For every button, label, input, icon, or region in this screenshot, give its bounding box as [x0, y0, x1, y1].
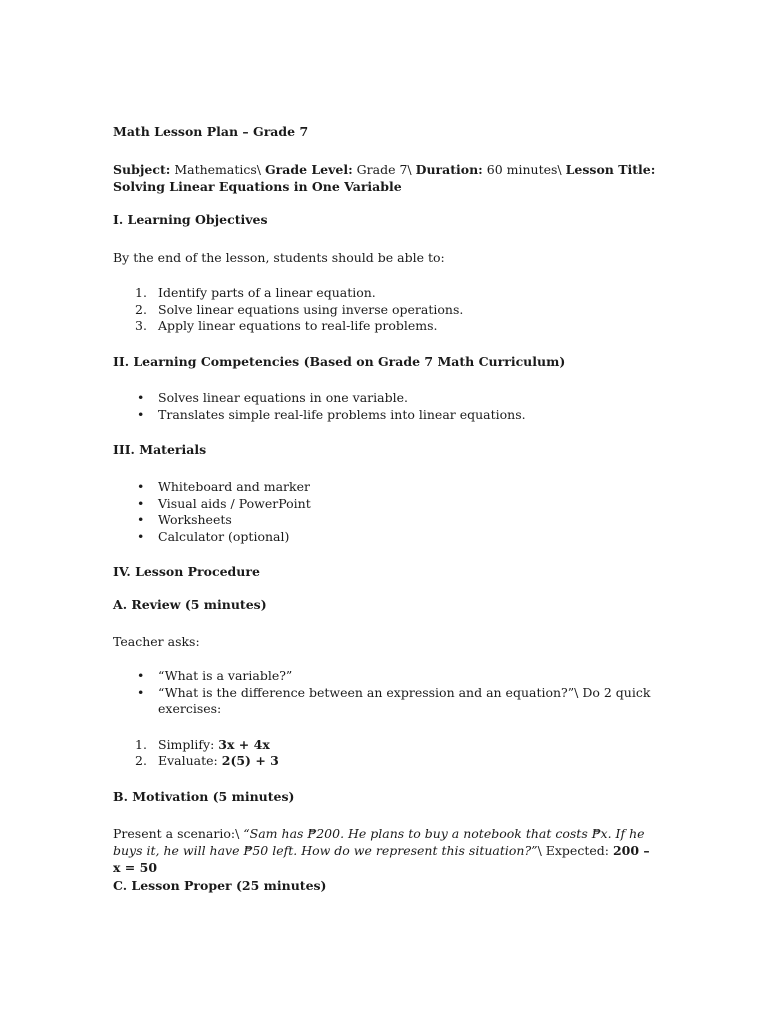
- material-text: Whiteboard and marker: [158, 479, 310, 494]
- review-intro: Teacher asks:: [113, 634, 200, 649]
- scenario-prefix: Present a scenario:\: [113, 826, 244, 841]
- material-text: Visual aids / PowerPoint: [158, 496, 311, 511]
- objectives-heading: I. Learning Objectives: [113, 212, 268, 227]
- question-text: “What is the difference between an expression and an equation?”\ Do 2 quick: [158, 685, 651, 700]
- lesson-title-value: Solving Linear Equations in One Variable: [113, 179, 402, 194]
- exercise-text: [158, 737, 270, 753]
- bullet-icon: •: [137, 512, 145, 527]
- material-text: Calculator (optional): [158, 529, 290, 544]
- bullet-icon: •: [137, 668, 145, 683]
- bullet-icon: •: [137, 685, 145, 700]
- list-number: 1.: [135, 285, 147, 300]
- list-number: 2.: [135, 753, 147, 768]
- lesson-proper-heading: C. Lesson Proper (25 minutes): [113, 878, 327, 893]
- grade-level-label: Grade Level:: [264, 162, 353, 177]
- list-number: 2.: [135, 302, 147, 317]
- subject-label: Subject:: [113, 162, 171, 177]
- objective-text: Solve linear equations using inverse operations.: [158, 302, 464, 317]
- lesson-title-label: Lesson Title:: [565, 162, 656, 177]
- objective-text: Identify parts of a linear equation.: [158, 285, 376, 300]
- duration-label: Duration:: [415, 162, 483, 177]
- review-heading: A. Review (5 minutes): [113, 597, 267, 612]
- expected-label: \ Expected:: [537, 843, 613, 858]
- bullet-icon: •: [137, 496, 145, 511]
- bullet-icon: •: [137, 390, 145, 405]
- objectives-intro: By the end of the lesson, students should be able to:: [113, 250, 445, 265]
- competency-text: Translates simple real-life problems into linear equations.: [158, 407, 526, 422]
- exercise-text: [158, 753, 279, 769]
- competencies-heading: II. Learning Competencies (Based on Grade 7 Math Curriculum): [113, 354, 566, 369]
- bullet-icon: •: [137, 479, 145, 494]
- lesson-meta-line: [113, 162, 655, 178]
- material-text: Worksheets: [158, 512, 232, 527]
- expected-equation: 200 – x = 50: [113, 843, 650, 875]
- exercise-label: Evaluate:: [158, 753, 222, 768]
- list-number: 1.: [135, 737, 147, 752]
- subject-value: Mathematics\: [170, 162, 265, 177]
- exercise-expression: 3x + 4x: [218, 737, 270, 752]
- bullet-icon: •: [137, 529, 145, 544]
- competency-text: Solves linear equations in one variable.: [158, 390, 408, 405]
- materials-heading: III. Materials: [113, 442, 207, 457]
- bullet-icon: •: [137, 407, 145, 422]
- motivation-paragraph: [113, 825, 653, 876]
- motivation-heading: B. Motivation (5 minutes): [113, 789, 295, 804]
- scenario-text: “Sam has ₱200. He plans to buy a notebook that costs ₱x. If he buys it, he will have ₱50 left. How do we represent this situation?”: [113, 826, 645, 858]
- question-text: exercises:: [158, 701, 222, 716]
- duration-value: 60 minutes\: [482, 162, 566, 177]
- exercise-label: Simplify:: [158, 737, 219, 752]
- document-title: Math Lesson Plan – Grade 7: [113, 124, 309, 139]
- exercise-expression: 2(5) + 3: [221, 753, 279, 768]
- objective-text: Apply linear equations to real-life problems.: [158, 318, 438, 333]
- procedure-heading: IV. Lesson Procedure: [113, 564, 260, 579]
- list-number: 3.: [135, 318, 147, 333]
- question-text: “What is a variable?”: [158, 668, 293, 683]
- grade-level-value: Grade 7\: [352, 162, 416, 177]
